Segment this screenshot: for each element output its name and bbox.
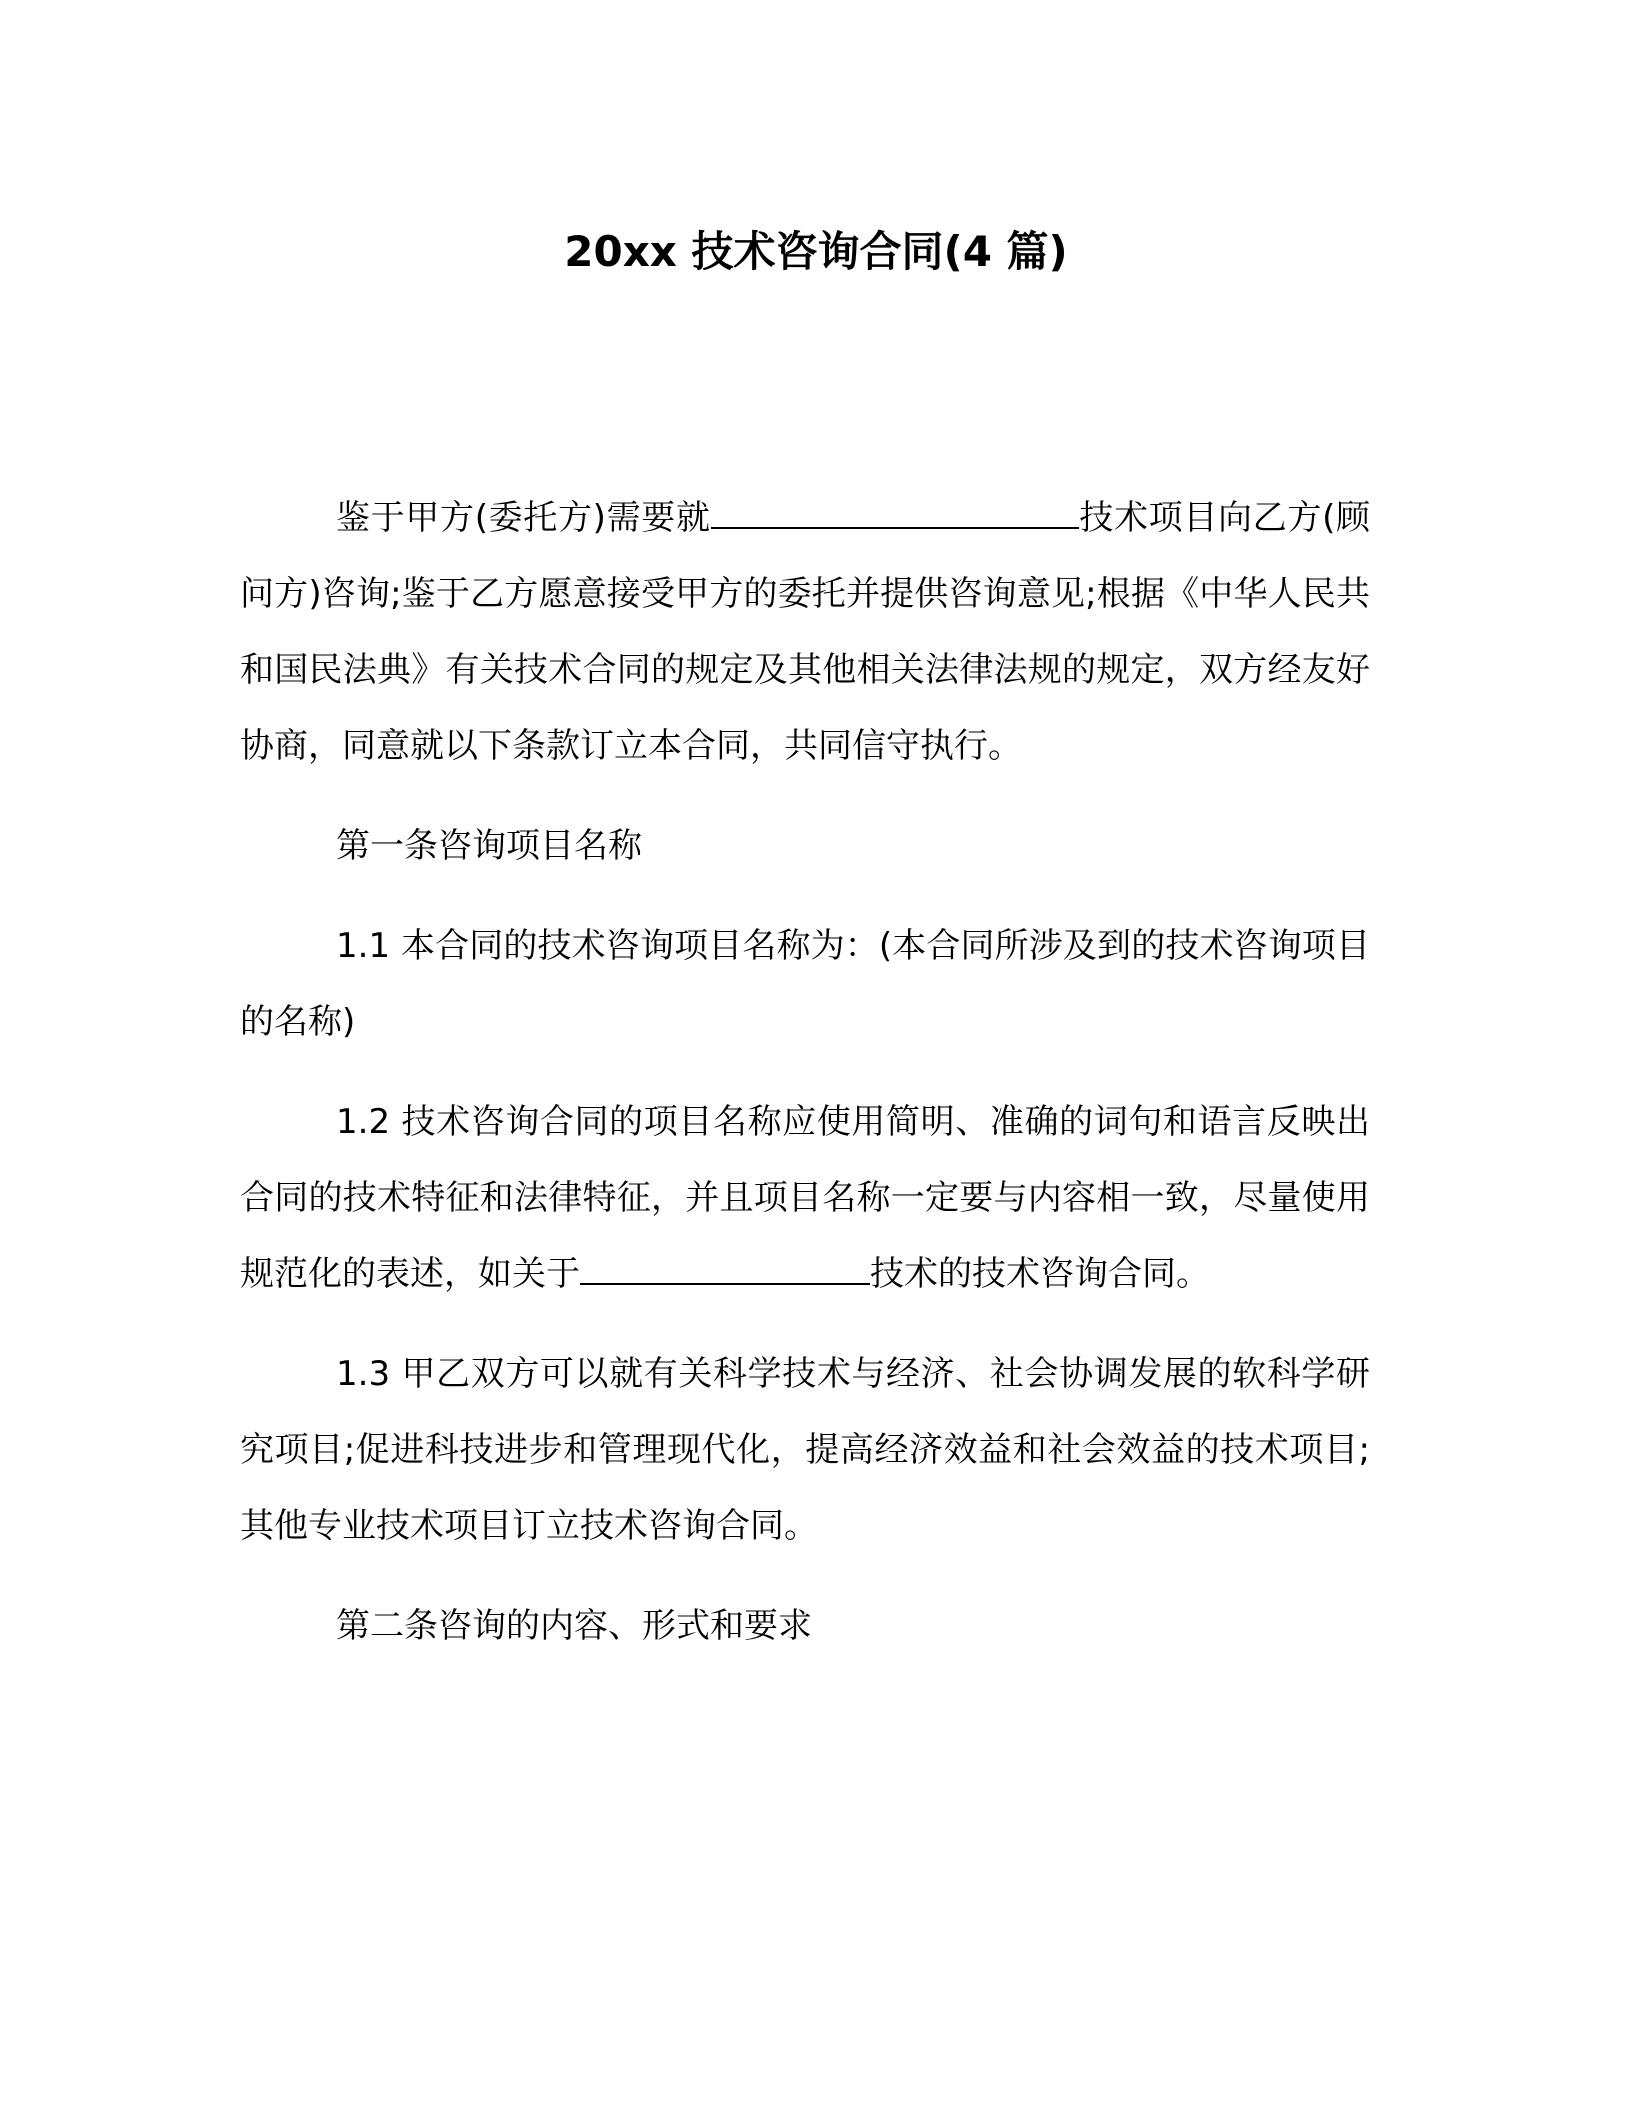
article-heading-1: 第一条咨询项目名称 xyxy=(336,826,642,866)
preamble-text-after: 技术项目向乙方(顾问方)咨询;鉴于乙方愿意接受甲方的委托并提供咨询意见;根据《中华人民共和国民法典》有关技术合同的规定及其他相关法律法规的规定，双方经友好协商，同意就以下条款订立本合同，共同信守执行。 xyxy=(240,498,1371,766)
article-heading-2: 第二条咨询的内容、形式和要求 xyxy=(336,1606,812,1646)
blank-line xyxy=(580,1243,870,1285)
clause-1-1: 1.1 本合同的技术咨询项目名称为：(本合同所涉及到的技术咨询项目的名称) xyxy=(240,926,1370,1042)
document-title: 20xx 技术咨询合同(4 篇) xyxy=(564,227,1068,276)
clause-1-2 xyxy=(240,1084,1370,1312)
paragraph-preamble xyxy=(240,480,1370,784)
clause-1-3: 1.3 甲乙双方可以就有关科学技术与经济、社会协调发展的软科学研究项目;促进科技进步和管理现代化，提高经济效益和社会效益的技术项目;其他专业技术项目订立技术咨询合同。 xyxy=(240,1354,1370,1546)
document-body xyxy=(240,480,1370,1688)
clause-1-2-text-after: 技术的技术咨询合同。 xyxy=(870,1254,1210,1294)
blank-line xyxy=(711,487,1079,529)
clause-1-2-text-before: 1.2 技术咨询合同的项目名称应使用简明、准确的词句和语言反映出合同的技术特征和法律特征，并且项目名称一定要与内容相一致，尽量使用规范化的表述，如关于 xyxy=(240,1102,1370,1294)
preamble-text-before: 鉴于甲方(委托方)需要就 xyxy=(336,498,711,538)
